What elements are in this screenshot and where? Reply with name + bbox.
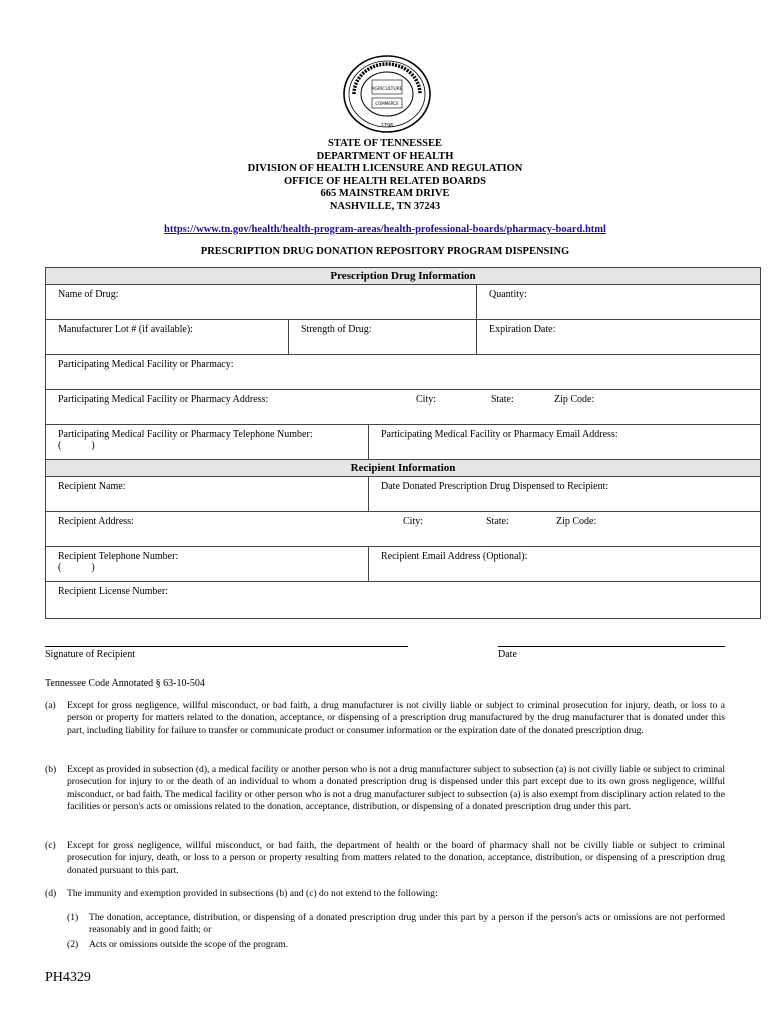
recipient-license-field[interactable]: Recipient License Number:	[46, 582, 761, 619]
recipient-name-field[interactable]: Recipient Name:	[46, 477, 369, 512]
svg-text:COMMERCE: COMMERCE	[375, 101, 399, 106]
drug-name-field[interactable]: Name of Drug:	[46, 285, 477, 320]
signature-label: Signature of Recipient	[45, 649, 135, 660]
code-reference: Tennessee Code Annotated § 63-10-504	[45, 678, 205, 689]
facility-state-label: State:	[491, 394, 514, 405]
facility-city-label: City:	[416, 394, 437, 405]
paragraph-b: (b) Except as provided in subsection (d), a medical facility or another person who is not a drug manufacturer subject to subsection (a) is not civilly liable or subject to criminal prosecution for injury to or the death of an individual to whom a donated prescription drug is dispensed under this part except due to its own gross negligence, willful misconduct, or bad faith. The medical facility or other person who is not a drug manufacturer subject to subsection (a) is also exempt from disciplinary action related to the facilities or person's acts or omissions related to the donation, acceptance, distribution, or dispensing of a donated prescription drug under this part.	[45, 764, 725, 812]
pharmacy-board-link[interactable]: https://www.tn.gov/health/health-program-areas/health-professional-boards/pharmacy-board.html	[164, 224, 606, 235]
quantity-field[interactable]: Quantity:	[477, 285, 761, 320]
svg-text:AGRICULTURE: AGRICULTURE	[371, 87, 403, 92]
donation-form-table	[45, 267, 761, 619]
drug-section-heading: Prescription Drug Information	[46, 268, 761, 285]
date-dispensed-field[interactable]: Date Donated Prescription Drug Dispensed to Recipient:	[369, 477, 761, 512]
paragraph-c: (c) Except for gross negligence, willful misconduct, or bad faith, the department of health or the board of pharmacy shall not be civilly liable or subject to criminal prosecution for injury, death, or loss to a person or property resulting from matters related to the donation, acceptance, distribution, or dispensing of a prescription drug donated pursuant to this part.	[45, 840, 725, 876]
recipient-city-label: City:	[403, 516, 424, 527]
url-line	[0, 219, 770, 237]
recipient-state-label: State:	[486, 516, 509, 527]
date-line[interactable]	[498, 646, 725, 647]
recipient-zip-label: Zip Code:	[556, 516, 597, 527]
facility-email-field[interactable]: Participating Medical Facility or Pharmacy Email Address:	[369, 425, 761, 460]
date-label: Date	[498, 649, 517, 660]
paragraph-d: (d) The immunity and exemption provided in subsections (b) and (c) do not extend to the following:	[45, 888, 438, 899]
facility-field[interactable]: Participating Medical Facility or Pharmacy:	[46, 355, 761, 390]
recipient-email-field[interactable]: Recipient Email Address (Optional):	[369, 547, 761, 582]
recipient-phone-field[interactable]: Recipient Telephone Number: ( )	[46, 547, 369, 582]
facility-zip-label: Zip Code:	[554, 394, 595, 405]
agency-header: STATE OF TENNESSEE DEPARTMENT OF HEALTH DIVISION OF HEALTH LICENSURE AND REGULATION OFFICE OF HEALTH RELATED BOARDS 665 MAINSTREAM DRIVE NASHVILLE, TN 37243	[247, 138, 523, 212]
expiration-field[interactable]: Expiration Date:	[477, 320, 761, 355]
facility-address-field[interactable]: Participating Medical Facility or Pharmacy Address: City: State: Zip Code:	[46, 390, 761, 425]
recipient-section-heading: Recipient Information	[46, 460, 761, 477]
form-number: PH4329	[45, 970, 91, 985]
form-title: PRESCRIPTION DRUG DONATION REPOSITORY PROGRAM DISPENSING	[200, 246, 570, 257]
signature-line[interactable]	[45, 646, 408, 647]
lot-number-field[interactable]: Manufacturer Lot # (if available):	[46, 320, 289, 355]
facility-phone-field[interactable]: Participating Medical Facility or Pharmacy Telephone Number: ( )	[46, 425, 369, 460]
state-seal	[342, 54, 432, 134]
paragraph-a: (a) Except for gross negligence, willful misconduct, or bad faith, a drug manufacturer is not civilly liable or subject to criminal prosecution for injury, death, or loss to a person or property for matters related to the donation, acceptance, or dispensing of a prescription drug manufactured by the drug manufacturer that is donated under this part, including liability for failure to transfer or communicate product or consumer information or the expiration date of the donated prescription drug.	[45, 700, 725, 736]
subitem-2: (2) Acts or omissions outside the scope of the program.	[67, 939, 289, 950]
recipient-address-field[interactable]: Recipient Address: City: State: Zip Code:	[46, 512, 761, 547]
strength-field[interactable]: Strength of Drug:	[289, 320, 477, 355]
subitem-1: (1) The donation, acceptance, distribution, or dispensing of a donated prescription drug under this part by a person if the person's acts or omissions are not performed reasonably and in good faith; or	[67, 912, 725, 936]
svg-text:1796: 1796	[380, 123, 394, 129]
